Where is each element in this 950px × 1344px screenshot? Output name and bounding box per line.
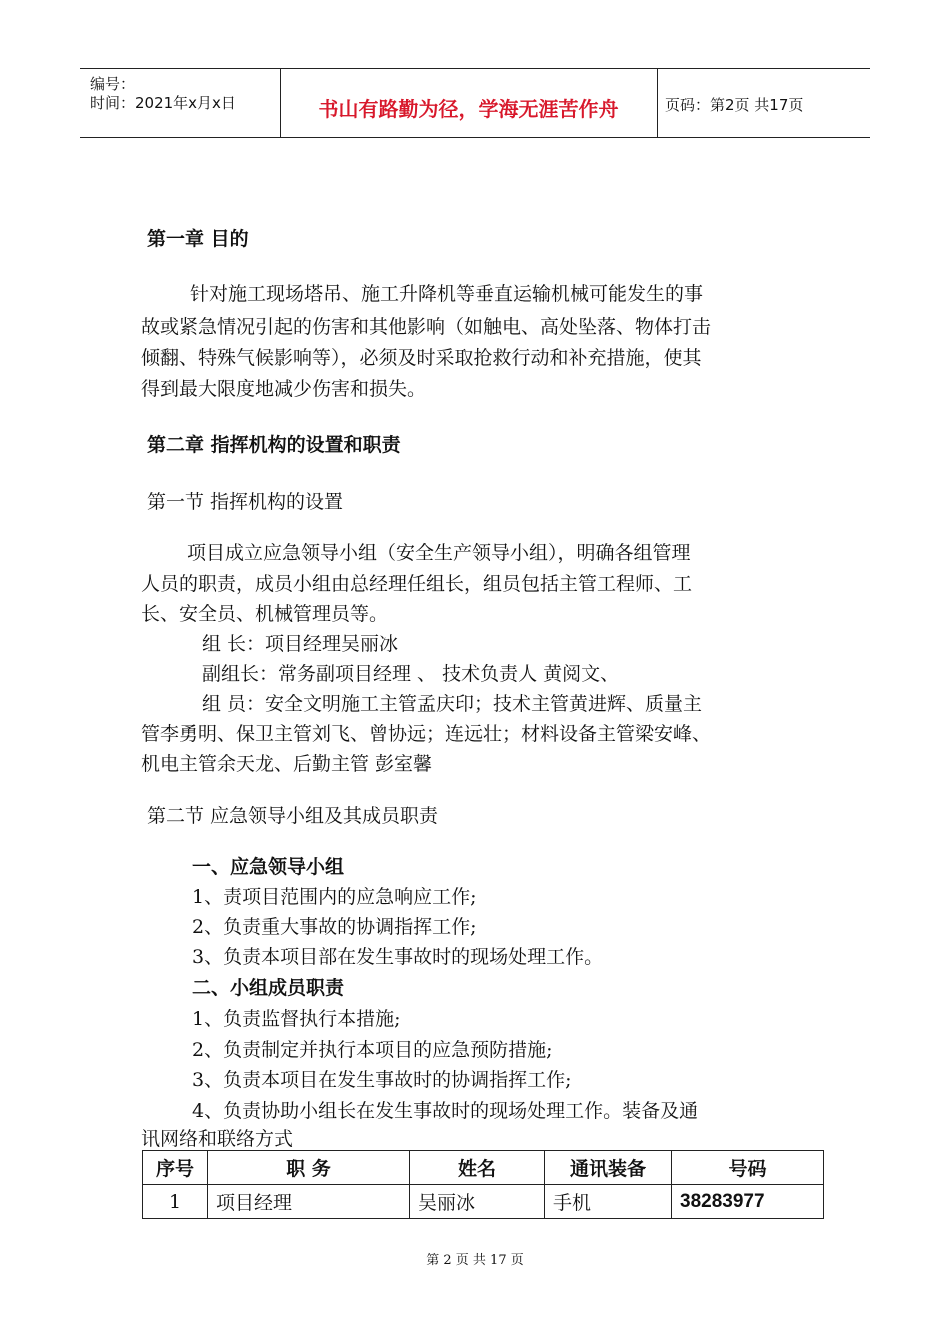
members-line: 组 员：安全文明施工主管孟庆印；技术主管黄进辉、质量主 <box>202 693 703 715</box>
page-header <box>80 68 870 138</box>
contacts-table <box>142 1150 824 1219</box>
group-duty-item: 1、责项目范围内的应急响应工作; <box>192 886 477 908</box>
member-duties-heading: 二、小组成员职责 <box>192 977 345 999</box>
table-header-row <box>143 1151 824 1185</box>
section-2-title: 第二节 应急领导小组及其成员职责 <box>147 805 439 827</box>
chapter-1-paragraph-line: 倾翻、特殊气候影响等），必须及时采取抢救行动和补充措施，使其 <box>141 347 702 369</box>
chapter-1-paragraph-line: 故或紧急情况引起的伤害和其他影响（如触电、高处坠落、物体打击 <box>141 316 712 338</box>
member-duty-item: 2、负责制定并执行本项目的应急预防措施; <box>192 1039 553 1061</box>
member-duty-item: 4、负责协助小组长在发生事故时的现场处理工作。装备及通 <box>192 1100 699 1122</box>
group-duty-item: 2、负责重大事故的协调指挥工作; <box>192 916 477 938</box>
section-1-paragraph-line: 项目成立应急领导小组（安全生产领导小组），明确各组管理 <box>187 542 691 564</box>
chapter-1-title: 第一章 目的 <box>147 228 249 250</box>
header-motto: 书山有路勤为径，学海无涯苦作舟 <box>318 97 619 121</box>
column-header: 职 务 <box>208 1151 410 1185</box>
column-header: 序号 <box>143 1151 208 1185</box>
document-code-label: 编号： <box>90 75 136 93</box>
page-number-label: 页码：第2页 共17页 <box>665 96 804 114</box>
section-1-paragraph-line: 长、安全员、机械管理员等。 <box>141 603 389 625</box>
table-row <box>143 1185 824 1219</box>
group-leader-line: 组 长：项目经理吴丽冰 <box>202 633 399 655</box>
header-divider <box>657 69 658 137</box>
column-header: 通讯装备 <box>545 1151 672 1185</box>
section-1-paragraph-line: 人员的职责，成员小组由总经理任组长，组员包括主管工程师、工 <box>141 573 693 595</box>
member-duty-item: 1、负责监督执行本措施; <box>192 1008 401 1030</box>
page-footer: 第 2 页 共 17 页 <box>426 1253 524 1268</box>
members-line: 管李勇明、保卫主管刘飞、曾协远；连远壮；材料设备主管梁安峰、 <box>141 723 712 745</box>
member-duty-item: 3、负责本项目在发生事故时的协调指挥工作; <box>192 1069 572 1091</box>
table-cell: 1 <box>143 1185 208 1219</box>
chapter-2-title: 第二章 指挥机构的设置和职责 <box>147 434 401 456</box>
chapter-1-paragraph-line: 得到最大限度地减少伤害和损失。 <box>141 378 427 400</box>
section-1-title: 第一节 指挥机构的设置 <box>147 491 344 513</box>
table-cell: 吴丽冰 <box>410 1185 545 1219</box>
table-cell: 项目经理 <box>208 1185 410 1219</box>
chapter-1-paragraph-line: 针对施工现场塔吊、施工升降机等垂直运输机械可能发生的事 <box>190 283 704 305</box>
column-header: 号码 <box>672 1151 824 1185</box>
member-duty-tail: 讯网络和联络方式 <box>141 1128 294 1150</box>
document-time-label: 时间：2021年x月x日 <box>90 94 236 112</box>
column-header: 姓名 <box>410 1151 545 1185</box>
table-cell: 手机 <box>545 1185 672 1219</box>
members-line: 机电主管余天龙、后勤主管 彭室馨 <box>141 753 433 775</box>
group-duties-heading: 一、应急领导小组 <box>192 856 345 878</box>
deputy-leader-line: 副组长：常务副项目经理 、 技术负责人 黄阅文、 <box>202 663 620 685</box>
table-cell: 38283977 <box>672 1185 824 1219</box>
group-duty-item: 3、负责本项目部在发生事故时的现场处理工作。 <box>192 946 604 968</box>
